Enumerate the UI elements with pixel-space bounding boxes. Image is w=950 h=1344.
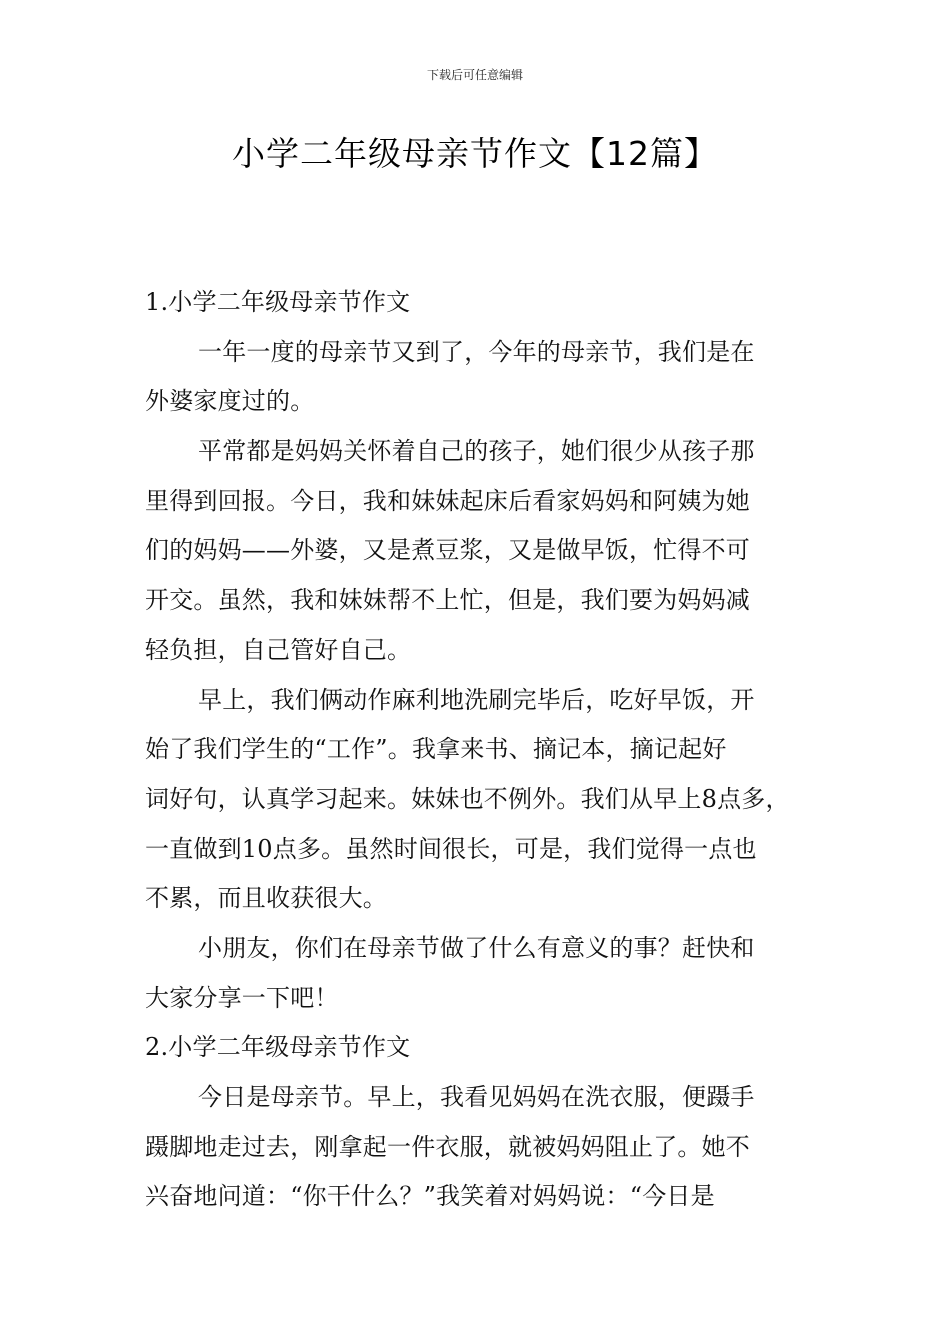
text-line: 词好句，认真学习起来。妹妹也不例外。我们从早上8点多， [145, 784, 790, 813]
header-note: 下载后可任意编辑 [426, 68, 523, 82]
text-line: 早上，我们俩动作麻利地洗刷完毕后，吃好早饭，开 [198, 685, 755, 714]
text-line: 大家分享一下吧！ [145, 983, 339, 1012]
text-line: 2.小学二年级母亲节作文 [145, 1033, 411, 1062]
text-line: 一年一度的母亲节又到了，今年的母亲节，我们是在 [198, 337, 755, 366]
text-line: 1.小学二年级母亲节作文 [145, 288, 411, 316]
text-line: 小朋友，你们在母亲节做了什么有意义的事？赶快和 [198, 933, 755, 962]
text-line: 兴奋地问道：“你干什么？”我笑着对妈妈说：“今日是 [145, 1182, 715, 1211]
text-line: 平常都是妈妈关怀着自己的孩子，她们很少从孩子那 [198, 437, 755, 466]
text-line: 们的妈妈——外婆，又是煮豆浆，又是做早饭，忙得不可 [145, 536, 750, 565]
document-title: 小学二年级母亲节作文【12篇】 [232, 134, 718, 173]
text-line: 里得到回报。今日，我和妹妹起床后看家妈妈和阿姨为她 [145, 486, 750, 515]
text-line: 开交。虽然，我和妹妹帮不上忙，但是，我们要为妈妈减 [145, 586, 750, 615]
document-body [145, 278, 835, 1222]
text-line: 始了我们学生的“工作”。我拿来书、摘记本，摘记起好 [145, 735, 727, 764]
text-line: 外婆家度过的。 [145, 387, 315, 416]
text-line: 蹑脚地走过去，刚拿起一件衣服，就被妈妈阻止了。她不 [145, 1132, 750, 1161]
text-line: 今日是母亲节。早上，我看见妈妈在洗衣服，便蹑手 [198, 1083, 755, 1111]
text-line: 轻负担，自己管好自己。 [145, 635, 412, 664]
text-line: 一直做到10点多。虽然时间很长，可是，我们觉得一点也 [145, 834, 757, 863]
text-line: 不累，而且收获很大。 [145, 884, 387, 913]
